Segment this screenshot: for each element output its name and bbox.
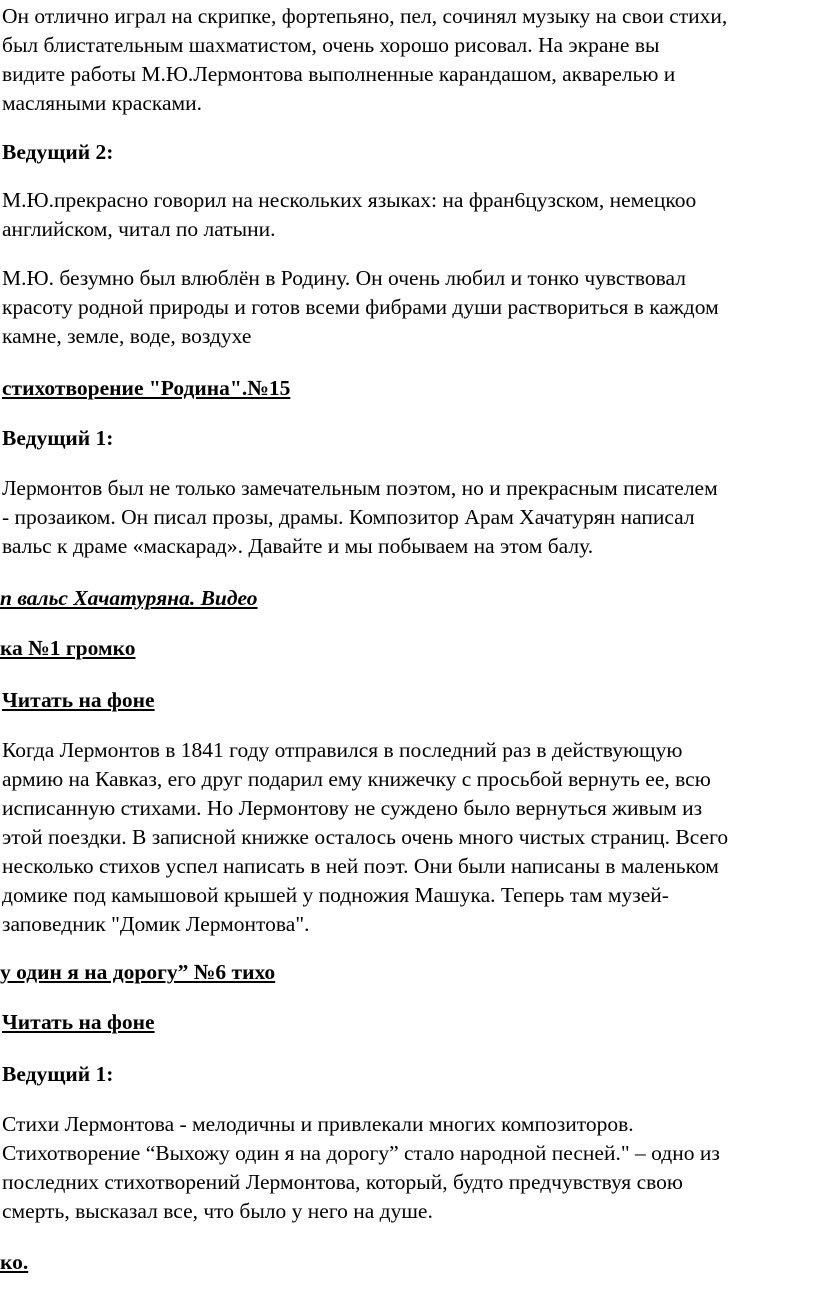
paragraph-line: Когда Лермонтов в 1841 году отправился в последний раз в действующую xyxy=(2,738,683,762)
speaker-1-heading: Ведущий 1: xyxy=(2,426,114,450)
paragraph-line: камне, земле, воде, воздухе xyxy=(2,324,252,348)
paragraph-line: М.Ю. безумно был влюблён в Родину. Он очень любил и тонко чувствовал xyxy=(2,266,686,290)
cue-waltz-video: п вальс Хачатуряна. Видео xyxy=(0,586,258,610)
paragraph-line: заповедник "Домик Лермонтова". xyxy=(2,912,310,936)
paragraph-line: видите работы М.Ю.Лермонтова выполненные карандашом, акварелью и xyxy=(2,62,676,86)
paragraph-line: - прозаиком. Он писал прозы, драмы. Композитор Арам Хачатурян написал xyxy=(2,505,695,529)
paragraph-line: был блистательным шахматистом, очень хорошо рисовал. На экране вы xyxy=(2,33,660,57)
paragraph-line: домике под камышовой крышей у подножия Машука. Теперь там музей- xyxy=(2,883,669,907)
paragraph-line: этой поездки. В записной книжке осталось очень много чистых страниц. Всего xyxy=(2,825,729,849)
paragraph-line: Стихи Лермонтова - мелодичны и привлекали многих композиторов. xyxy=(2,1112,634,1136)
speaker-2-heading: Ведущий 2: xyxy=(2,140,114,164)
paragraph-line: английском, читал по латыни. xyxy=(2,217,276,241)
paragraph-line: Он отлично играл на скрипке, фортепьяно, пел, сочинял музыку на свои стихи, xyxy=(2,4,728,28)
paragraph-line: масляными красками. xyxy=(2,91,203,115)
paragraph-melodic xyxy=(2,1110,720,1226)
cue-poem-rodina: стихотворение "Родина".№15 xyxy=(2,376,291,400)
cue-final: ко. xyxy=(0,1250,29,1274)
paragraph-prose xyxy=(2,474,718,561)
cue-read-background-2: Читать на фоне xyxy=(2,1010,155,1034)
speaker-1-heading-repeat: Ведущий 1: xyxy=(2,1062,114,1086)
paragraph-line: Стихотворение “Выхожу один я на дорогу” стало народной песней." – одно из xyxy=(2,1141,720,1165)
paragraph-line: армию на Кавказ, его друг подарил ему книжечку с просьбой вернуть ее, всю xyxy=(2,767,711,791)
paragraph-line: исписанную стихами. Но Лермонтову не суждено было вернуться живым из xyxy=(2,796,703,820)
paragraph-notebook xyxy=(2,736,728,939)
paragraph-homeland xyxy=(2,264,719,351)
cue-read-background-1: Читать на фоне xyxy=(2,688,155,712)
cue-song-road: у один я на дорогу” №6 тихо xyxy=(0,960,276,984)
cue-music-1: ка №1 громко xyxy=(0,636,136,660)
paragraph-talents xyxy=(2,2,727,118)
paragraph-line: вальс к драме «маскарад». Давайте и мы побываем на этом балу. xyxy=(2,534,594,558)
paragraph-line: смерть, высказал все, что было у него на душе. xyxy=(2,1199,433,1223)
paragraph-line: М.Ю.прекрасно говорил на нескольких языках: на фран6цузском, немецкоо xyxy=(2,188,697,212)
paragraph-languages xyxy=(2,186,696,244)
paragraph-line: Лермонтов был не только замечательным поэтом, но и прекрасным писателем xyxy=(2,476,718,500)
paragraph-line: несколько стихов успел написать в ней поэт. Они были написаны в маленьком xyxy=(2,854,719,878)
paragraph-line: последних стихотворений Лермонтова, который, будто предчувствуя свою xyxy=(2,1170,683,1194)
paragraph-line: красоту родной природы и готов всеми фибрами души раствориться в каждом xyxy=(2,295,719,319)
